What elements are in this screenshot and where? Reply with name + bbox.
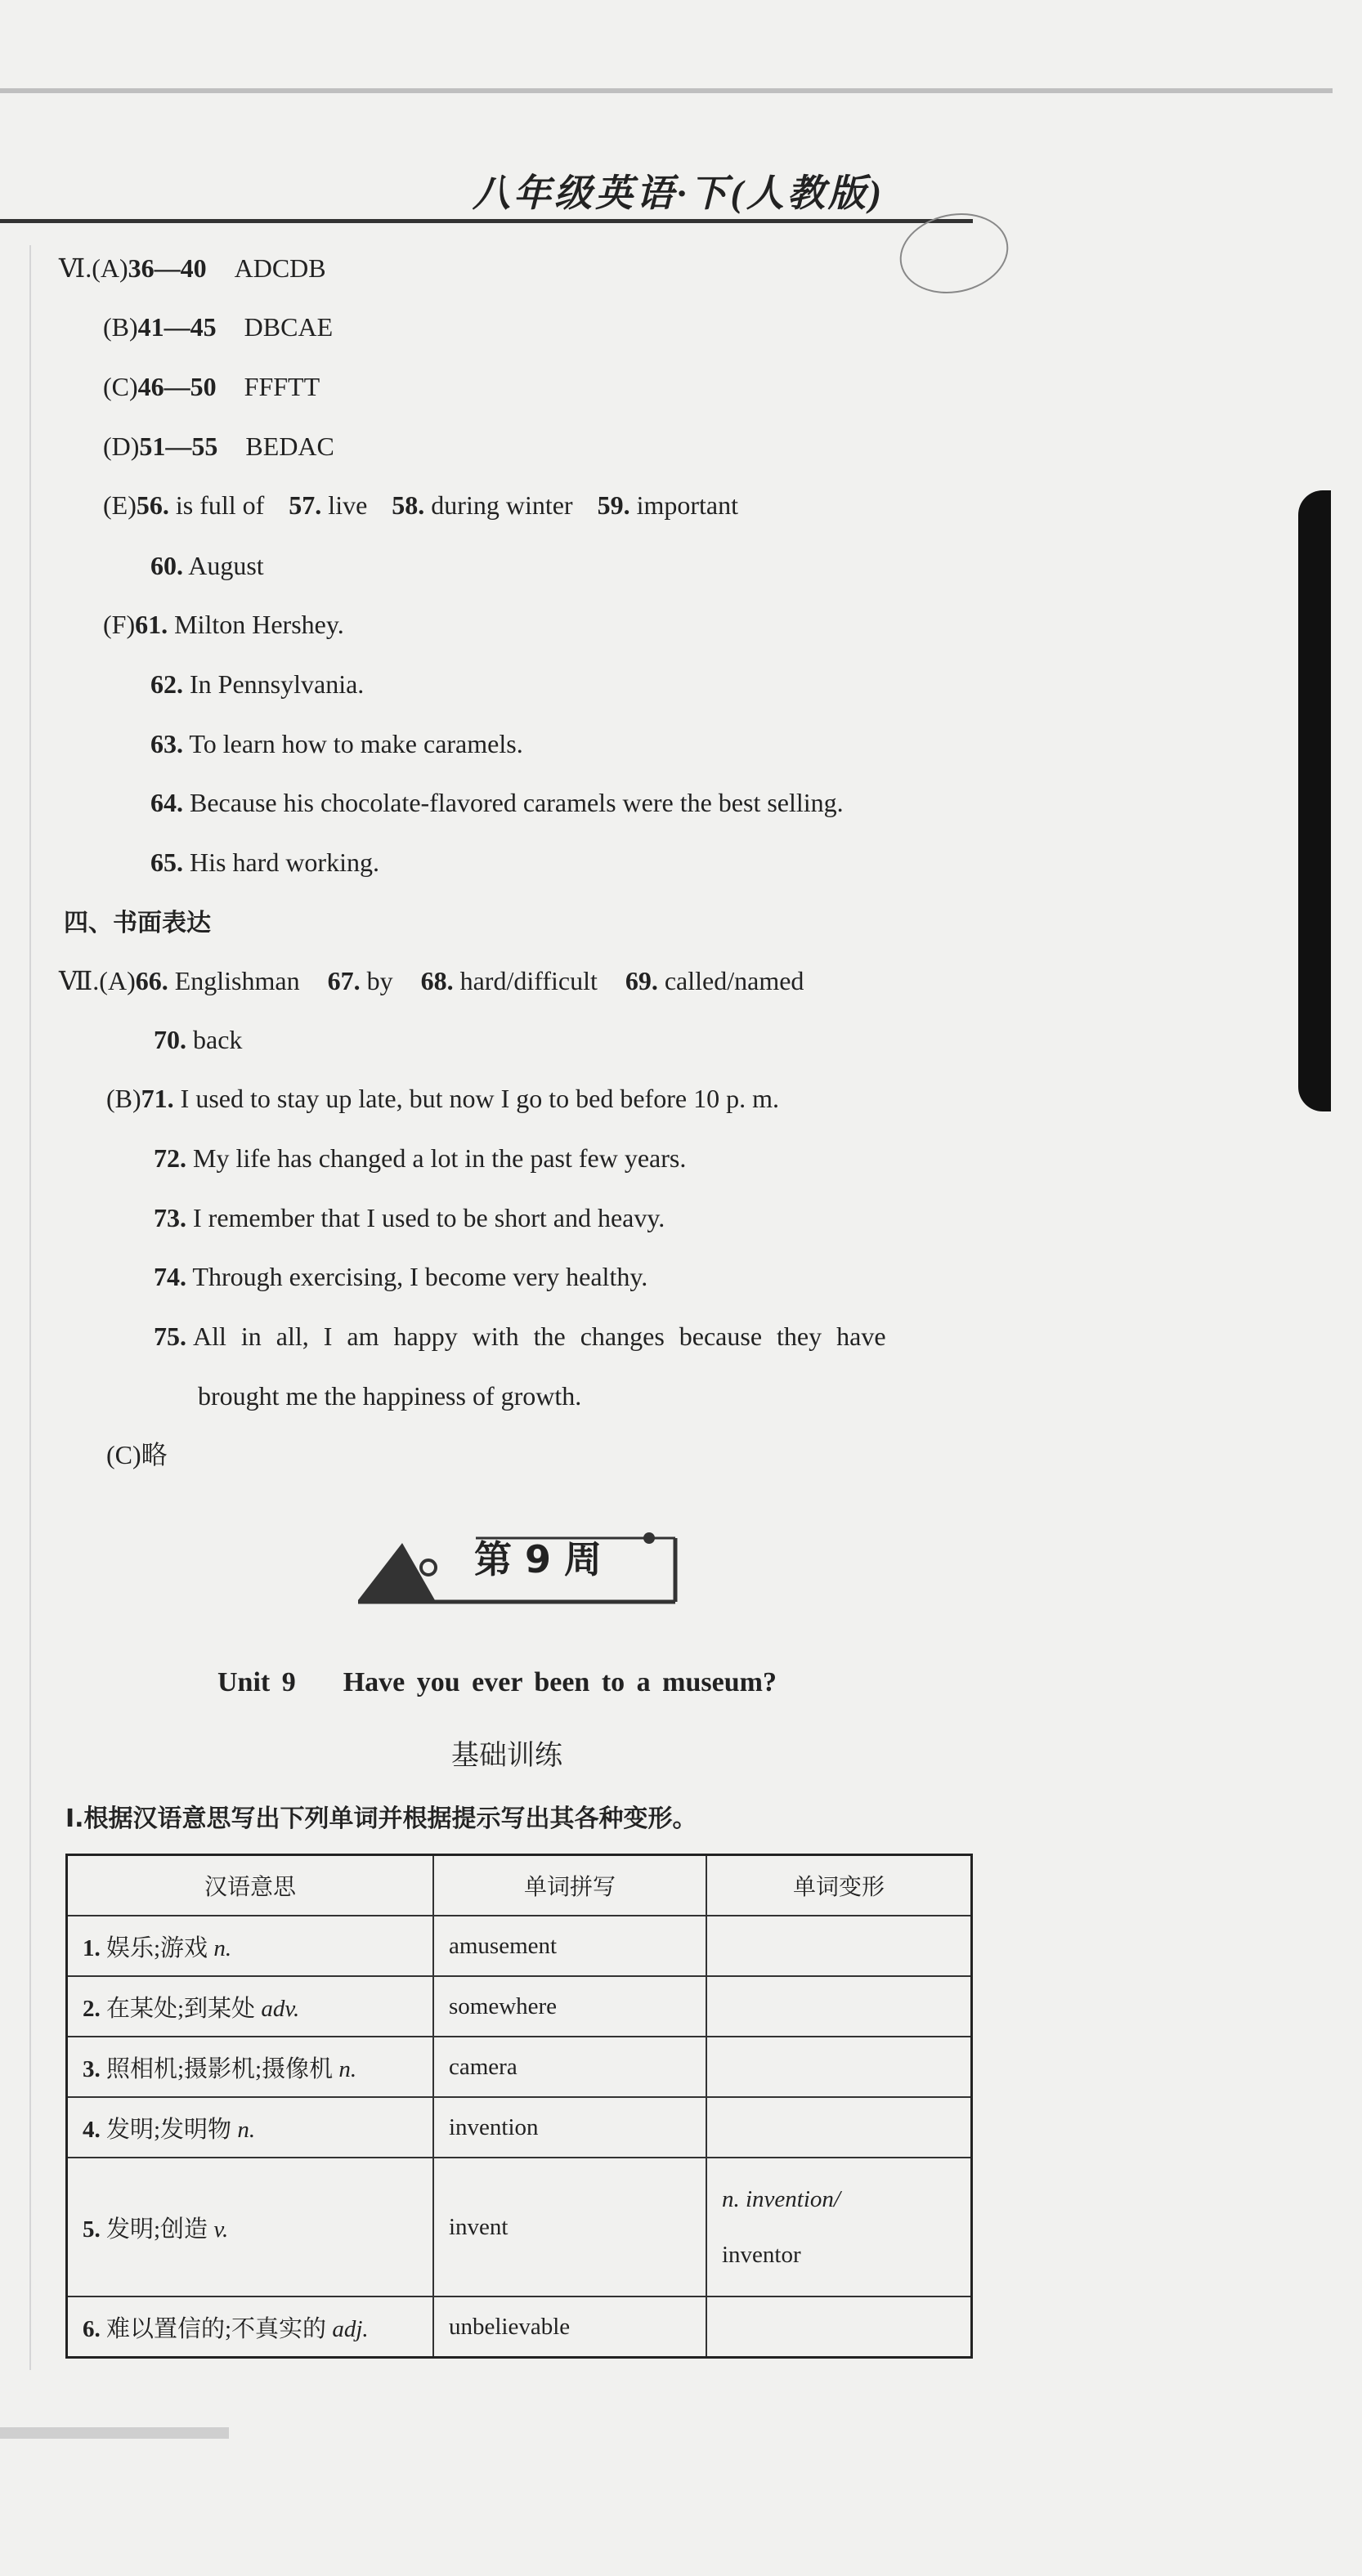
- chinese-meaning: 在某处;到某处: [106, 1995, 256, 2022]
- q-num: 64.: [150, 788, 183, 817]
- writing-row-75: [154, 1320, 971, 1353]
- answer-row-d: [103, 430, 334, 463]
- question-range: 51—55: [139, 432, 218, 461]
- spelling-cell: amusement: [433, 1916, 706, 1976]
- meaning-cell: [67, 2158, 434, 2296]
- answer-row-e: [103, 489, 738, 521]
- row-number: 5.: [83, 2216, 101, 2243]
- writing-row-a: [59, 964, 804, 997]
- form-cell: [706, 2037, 972, 2097]
- answer-text: Milton Hershey.: [174, 610, 344, 639]
- spelling-cell: unbelievable: [433, 2296, 706, 2358]
- section-title: 四、书面表达: [64, 909, 211, 937]
- question-range: 41—45: [137, 312, 217, 342]
- part-of-speech: n.: [338, 2055, 357, 2082]
- part-label: (C): [106, 1440, 141, 1469]
- spelling-cell: invent: [433, 2158, 706, 2296]
- part-label: (E): [103, 490, 137, 520]
- answer-row-f63: [150, 727, 523, 760]
- answer-text: In Pennsylvania.: [190, 669, 365, 699]
- q-num: 75.: [154, 1322, 186, 1351]
- question-range: 36—40: [128, 253, 207, 283]
- column-header: 单词拼写: [433, 1855, 706, 1916]
- answer-key: DBCAE: [244, 312, 334, 342]
- vocabulary-table: [65, 1854, 973, 2359]
- form-cell: [706, 2158, 972, 2296]
- q-num: 59.: [597, 490, 630, 520]
- part-of-speech: adv.: [261, 1995, 300, 2022]
- form-text: inventor: [722, 2242, 801, 2268]
- answer-text: August: [188, 551, 264, 580]
- spelling-cell: invention: [433, 2097, 706, 2158]
- part-label: (C): [103, 372, 138, 401]
- meaning-cell: [67, 1976, 434, 2037]
- top-rule: [0, 88, 1333, 93]
- q-num: 69.: [625, 966, 658, 995]
- form-cell: [706, 2296, 972, 2358]
- q-num: 62.: [150, 669, 183, 699]
- answer-text: by: [366, 966, 393, 995]
- answer-text: live: [328, 490, 368, 520]
- table-row: [67, 1976, 972, 2037]
- answer-row-f62: [150, 668, 364, 700]
- row-number: 3.: [83, 2055, 101, 2082]
- answer-text: I used to stay up late, but now I go to bed before 10 p. m.: [180, 1084, 779, 1113]
- table-row: [67, 2158, 972, 2296]
- exercise-instruction: Ⅰ.根据汉语意思写出下列单词并根据提示写出其各种变形。: [65, 1805, 697, 1833]
- q-num: 74.: [154, 1262, 186, 1291]
- writing-row-72: [154, 1142, 686, 1174]
- chinese-meaning: 发明;创造: [106, 2216, 208, 2243]
- row-number: 1.: [83, 1934, 101, 1961]
- chinese-meaning: 娱乐;游戏: [106, 1934, 208, 1961]
- section-subtitle: 基础训练: [451, 1739, 562, 1772]
- q-num: 68.: [420, 966, 454, 995]
- form-cell: [706, 1976, 972, 2037]
- answer-text: His hard working.: [190, 847, 379, 877]
- answer-key: BEDAC: [245, 432, 334, 461]
- part-label: (B): [103, 312, 138, 342]
- answer-text: My life has changed a lot in the past few years.: [193, 1143, 687, 1173]
- answer-row-f64: [150, 786, 844, 819]
- row-number: 4.: [83, 2116, 101, 2143]
- q-num: 71.: [141, 1084, 174, 1113]
- table-row: [67, 1916, 972, 1976]
- answer-row-a: [59, 252, 326, 284]
- answer-text: called/named: [664, 966, 804, 995]
- answer-text: hard/difficult: [459, 966, 598, 995]
- part-label: (A): [92, 253, 128, 283]
- form-text: n. invention/: [722, 2186, 840, 2212]
- form-cell: [706, 1916, 972, 1976]
- dot-icon: [643, 1532, 655, 1544]
- answer-text: important: [636, 490, 738, 520]
- answer-text: I remember that I used to be short and heavy.: [193, 1203, 665, 1232]
- meaning-cell: [67, 2097, 434, 2158]
- part-of-speech: v.: [213, 2216, 229, 2243]
- answer-row-b: [103, 311, 333, 343]
- q-num: 57.: [289, 490, 322, 520]
- part-label: (B): [106, 1084, 141, 1113]
- writing-row-73: [154, 1201, 665, 1234]
- q-num: 60.: [150, 551, 183, 580]
- scan-shadow: [1298, 490, 1331, 1111]
- answer-text: All in all, I am happy with the changes because they have: [193, 1322, 886, 1351]
- chinese-meaning: 照相机;摄影机;摄像机: [106, 2055, 334, 2082]
- meaning-cell: [67, 1916, 434, 1976]
- roman-label: Ⅶ.: [59, 966, 100, 995]
- q-num: 66.: [135, 966, 168, 995]
- sun-icon: [421, 1560, 436, 1575]
- week-title: 第 9 周: [474, 1537, 603, 1581]
- chinese-meaning: 难以置信的;不真实的: [106, 2315, 327, 2342]
- question-range: 46—50: [137, 372, 217, 401]
- chinese-meaning: 发明;发明物: [106, 2116, 232, 2143]
- q-num: 61.: [135, 610, 168, 639]
- answer-text: To learn how to make caramels.: [189, 729, 523, 758]
- answer-text: during winter: [431, 490, 573, 520]
- part-label: (D): [103, 432, 140, 461]
- spelling-cell: somewhere: [433, 1976, 706, 2037]
- meaning-cell: [67, 2037, 434, 2097]
- part-label: (A): [99, 966, 136, 995]
- unit-title: Unit 9 Have you ever been to a museum?: [217, 1667, 777, 1697]
- answer-text: back: [193, 1025, 243, 1054]
- answer-text: is full of: [175, 490, 265, 520]
- writing-row-c: [106, 1438, 168, 1471]
- binding-rule: [29, 245, 31, 2370]
- q-num: 58.: [392, 490, 425, 520]
- q-num: 56.: [136, 490, 169, 520]
- answer-row-f61: [103, 608, 344, 641]
- answer-text: 略: [141, 1440, 168, 1469]
- answer-text: Englishman: [174, 966, 300, 995]
- table-header-row: [67, 1855, 972, 1916]
- answer-text: Because his chocolate-flavored caramels were the best selling.: [190, 788, 844, 817]
- row-number: 6.: [83, 2315, 101, 2342]
- form-cell: [706, 2097, 972, 2158]
- part-of-speech: adj.: [332, 2315, 369, 2342]
- writing-row-71: [106, 1082, 779, 1115]
- table-row: [67, 2097, 972, 2158]
- spelling-cell: camera: [433, 2037, 706, 2097]
- column-header: 汉语意思: [67, 1855, 434, 1916]
- scan-artifact: [0, 2427, 229, 2439]
- meaning-cell: [67, 2296, 434, 2358]
- writing-row-75-cont: brought me the happiness of growth.: [198, 1381, 582, 1411]
- part-of-speech: n.: [213, 1934, 232, 1961]
- q-num: 67.: [327, 966, 361, 995]
- table-row: [67, 2037, 972, 2097]
- answer-row-e60: [150, 549, 264, 582]
- q-num: 63.: [150, 729, 183, 758]
- column-header: 单词变形: [706, 1855, 972, 1916]
- part-of-speech: n.: [237, 2116, 256, 2143]
- roman-label: Ⅵ.: [59, 253, 92, 283]
- table-row: [67, 2296, 972, 2358]
- header-rule: [0, 219, 973, 223]
- q-num: 72.: [154, 1143, 186, 1173]
- answer-row-c: [103, 370, 320, 403]
- answer-row-f65: [150, 846, 379, 879]
- writing-row-70: [154, 1023, 242, 1056]
- page-header-title: 八年级英语·下(人教版): [473, 172, 885, 214]
- q-num: 65.: [150, 847, 183, 877]
- row-number: 2.: [83, 1995, 101, 2022]
- answer-text: Through exercising, I become very healthy.: [192, 1262, 648, 1291]
- answer-key: ADCDB: [234, 253, 326, 283]
- part-label: (F): [103, 610, 136, 639]
- q-num: 70.: [154, 1025, 186, 1054]
- answer-key: FFFTT: [244, 372, 320, 401]
- q-num: 73.: [154, 1203, 186, 1232]
- writing-row-74: [154, 1260, 647, 1293]
